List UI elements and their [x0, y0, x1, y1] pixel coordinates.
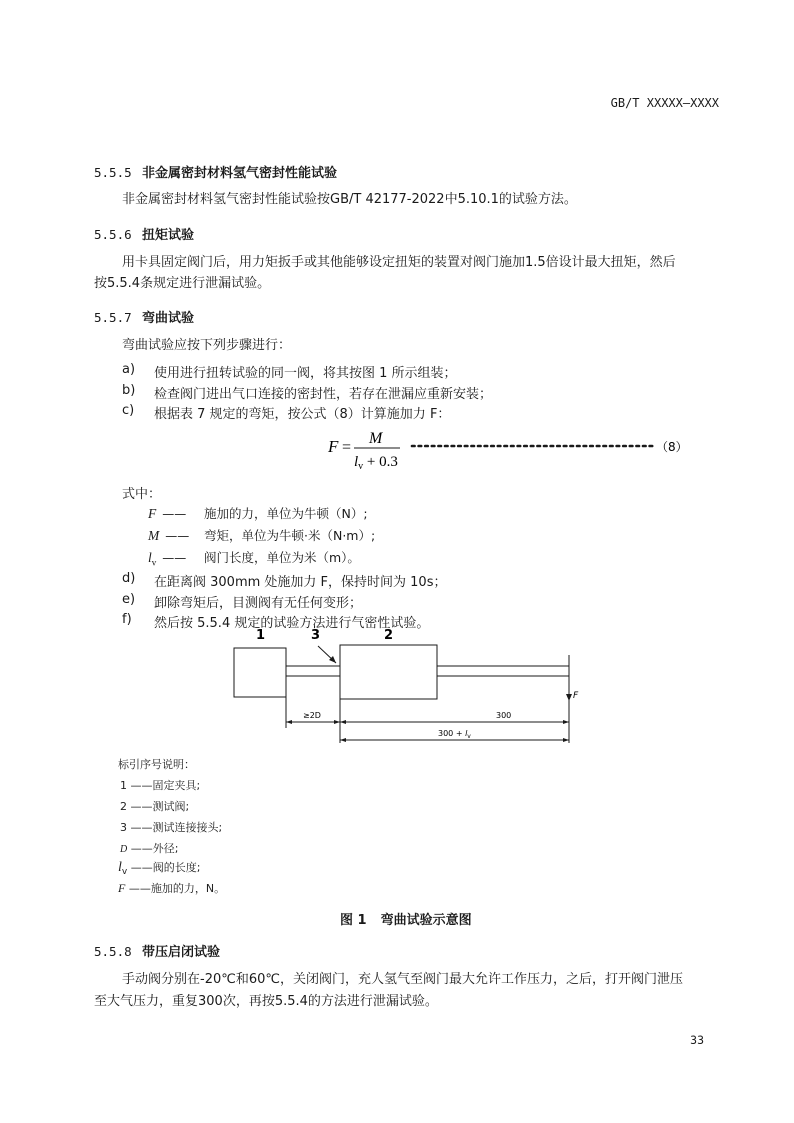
- section-number: 5.5.5: [94, 165, 132, 180]
- section-number: 5.5.8: [94, 944, 132, 959]
- list-text: 使用进行扭转试验的同一阀，将其按图 1 所示组装；: [154, 366, 457, 381]
- list-label: c): [122, 403, 135, 418]
- arrowhead: [340, 738, 346, 742]
- figure-title: 弯曲试验示意图: [380, 913, 472, 928]
- variable-symbol: F ——: [148, 506, 187, 521]
- bending-intro: 弯曲试验应按下列步骤进行：: [122, 338, 292, 353]
- fixed-clamp-block: [234, 648, 286, 697]
- variable-desc: 弯矩，单位为牛顿·米（N·m）;: [204, 528, 376, 543]
- section-5-5-8-heading: [94, 941, 220, 960]
- legend-item: $l_v$ ——阀的长度;: [118, 860, 201, 878]
- figure-number: 图 1: [340, 913, 367, 928]
- list-text: 然后按 5.5.4 规定的试验方法进行气密性试验。: [154, 616, 430, 631]
- section-title: 弯曲试验: [142, 311, 195, 326]
- force-arrowhead: [566, 694, 572, 701]
- list-label: f): [122, 612, 132, 627]
- dim-gap-label: ≥2D: [303, 711, 321, 720]
- legend-item: 1 ——固定夹具;: [120, 779, 201, 792]
- legend-title: 标引序号说明：: [118, 758, 195, 771]
- bending-test-diagram: [0, 625, 794, 750]
- section-title: 非金属密封材料氢气密封性能试验: [142, 166, 338, 181]
- formula-8: [320, 424, 700, 474]
- section-number: 5.5.7: [94, 310, 132, 325]
- list-label: e): [122, 592, 136, 607]
- section-5-5-5-heading: [94, 162, 337, 181]
- arrowhead: [563, 720, 569, 724]
- list-label: a): [122, 362, 136, 377]
- standard-number: GB/T XXXXX—XXXX: [610, 96, 719, 110]
- legend-item: 3 ——测试连接接头;: [120, 821, 223, 834]
- arrowhead: [334, 720, 340, 724]
- list-text: 检查阀门进出气口连接的密封性，若存在泄漏应重新安装；: [154, 387, 493, 402]
- legend-item: 2 ——测试阀;: [120, 800, 190, 813]
- formula-equals: =: [342, 439, 352, 456]
- section-title: 扭矩试验: [142, 228, 195, 243]
- where-label: 式中：: [122, 487, 162, 502]
- section-5-5-5-body: 非金属密封材料氢气密封性能试验按GB/T 42177-2022中5.10.1的试验方法。: [122, 192, 577, 207]
- section-5-5-8-line2: 至大气压力，重复300次，再按5.5.4的方法进行泄漏试验。: [94, 994, 438, 1009]
- section-5-5-6-heading: [94, 224, 194, 243]
- label-2: 2: [384, 628, 394, 643]
- formula-denominator: $l_v + 0.3$: [354, 454, 398, 472]
- list-text: 在距离阀 300mm 处施加力 F，保持时间为 10s；: [154, 575, 447, 590]
- section-5-5-7-heading: [94, 307, 194, 326]
- dim-total-label: $300 + l_v$: [438, 729, 471, 740]
- arrowhead: [563, 738, 569, 742]
- label-1: 1: [256, 628, 266, 643]
- section-5-5-8-line1: 手动阀分别在-20℃和60℃，关闭阀门，充人氢气至阀门最大允许工作压力，之后，打开阀门泄压: [122, 972, 683, 987]
- list-label: d): [122, 571, 136, 586]
- page-number: 33: [690, 1033, 704, 1047]
- formula-numerator: M: [369, 430, 383, 447]
- legend-item: D ——外径;: [120, 842, 179, 855]
- list-text: 卸除弯矩后，目测阀有无任何变形；: [154, 596, 363, 611]
- formula-lhs: F: [328, 437, 339, 456]
- variable-symbol: $l_v$ ——: [148, 550, 187, 568]
- arrowhead: [286, 720, 292, 724]
- section-5-5-6-line2: 按5.5.4条规定进行泄漏试验。: [94, 276, 271, 291]
- force-label: F: [573, 691, 579, 701]
- section-title: 带压启闭试验: [142, 945, 221, 960]
- variable-row: [148, 548, 360, 568]
- variable-desc: 施加的力，单位为牛顿（N）;: [204, 506, 368, 521]
- dim-300-label: 300: [496, 711, 512, 720]
- variable-row: [148, 504, 368, 524]
- variable-symbol: M ——: [148, 528, 190, 543]
- figure-caption: [340, 909, 472, 928]
- list-label: b): [122, 383, 136, 398]
- legend-item: F ——施加的力，N。: [118, 881, 226, 895]
- list-text: 根据表 7 规定的弯矩，按公式（8）计算施加力 F：: [154, 407, 451, 422]
- formula-number: （8）: [656, 440, 688, 454]
- arrowhead: [340, 720, 346, 724]
- variable-desc: 阀门长度，单位为米（m）。: [204, 550, 360, 565]
- section-5-5-6-line1: 用卡具固定阀门后，用力矩扳手或其他能够设定扭矩的装置对阀门施加1.5倍设计最大扭矩，然后: [122, 255, 676, 270]
- section-number: 5.5.6: [94, 227, 132, 242]
- test-valve-block: [340, 645, 437, 699]
- label-3: 3: [311, 628, 321, 643]
- variable-row: [148, 526, 375, 546]
